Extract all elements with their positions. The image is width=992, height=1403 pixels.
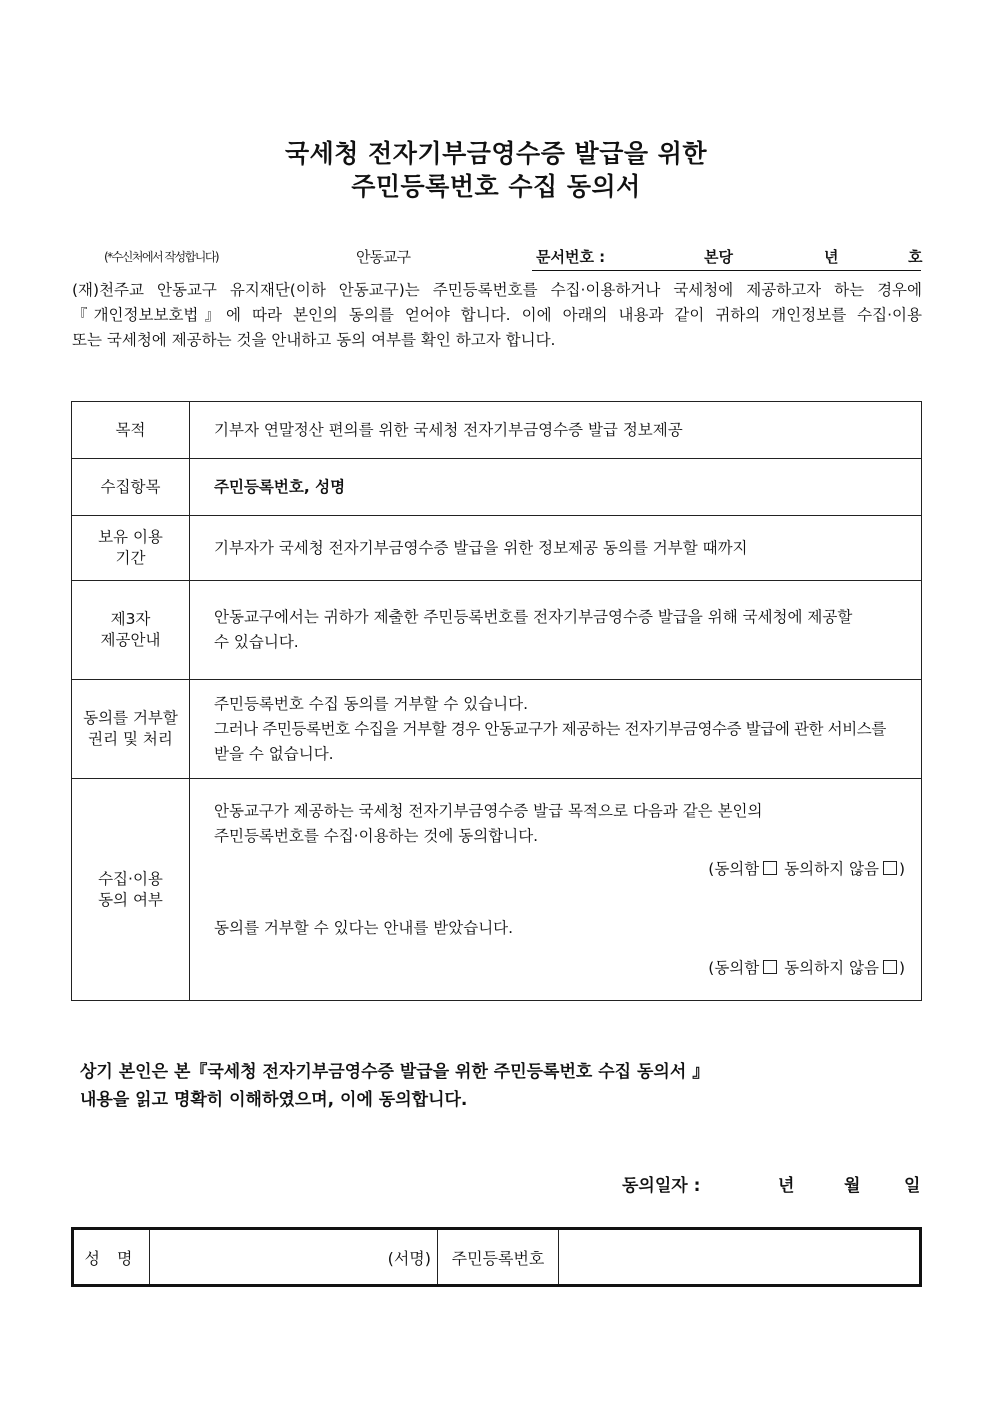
close-paren: ): [898, 859, 905, 878]
refuse-label-line: 권리 및 처리: [88, 730, 173, 748]
page-title-line2: 주민등록번호 수집 동의서: [351, 172, 641, 201]
third-label-line: 제3자: [110, 610, 151, 628]
agree-label: (동의함: [708, 958, 760, 977]
document-number-field[interactable]: [532, 246, 921, 271]
row-third-party: [72, 581, 922, 680]
consent-label-line: 수집·이용: [98, 869, 163, 888]
statement-line: 상기 본인은 본『국세청 전자기부금영수증 발급을 위한 주민등록번호 수집 동의서 』: [80, 1062, 710, 1082]
org-name: 안동교구: [356, 248, 410, 266]
name-label: 성 명: [73, 1229, 150, 1286]
retention-label: [72, 516, 190, 581]
refuse-value: [190, 680, 922, 779]
date-year[interactable]: 년: [778, 1176, 795, 1196]
refuse-label: [72, 680, 190, 779]
consent-text-line: 안동교구가 제공하는 국세청 전자기부금영수증 발급 목적으로 다음과 같은 본인의: [214, 801, 763, 820]
name-signature-field[interactable]: [150, 1229, 438, 1286]
disagree-checkbox[interactable]: [883, 861, 897, 875]
receiver-note: (*수신처에서 작성합니다): [104, 250, 219, 264]
consent-table: [71, 401, 922, 1001]
agree-checkbox[interactable]: [763, 960, 777, 974]
retention-label-line: 기간: [115, 549, 146, 567]
agreement-statement: [80, 1058, 709, 1114]
refuse-value-line: 그러나 주민등록번호 수집을 거부할 경우 안동교구가 제공하는 전자기부금영수증 발급에 관한 서비스를: [214, 719, 886, 738]
statement-line: 내용을 읽고 명확히 이해하였으며, 이에 동의합니다.: [80, 1090, 468, 1110]
close-paren: ): [898, 958, 905, 977]
date-month[interactable]: 월: [844, 1176, 861, 1196]
consent-label: [72, 779, 190, 1001]
intro-line: 또는 국세청에 제공하는 것을 안내하고 동의 여부를 확인 하고자 합니다.: [72, 331, 556, 349]
intro-line: 『개인정보보호법』에 따라 본인의 동의를 얻어야 합니다. 이에 아래의 내용과 같이 귀하의 개인정보를 수집·이용: [72, 306, 922, 324]
retention-value: 기부자가 국세청 전자기부금영수증 발급을 위한 정보제공 동의를 거부할 때까지: [190, 516, 922, 581]
consent-value: [190, 779, 922, 1001]
row-retention: [72, 516, 922, 581]
retention-label-line: 보유 이용: [98, 528, 163, 546]
id-number-label: 주민등록번호: [438, 1229, 559, 1286]
intro-paragraph: [72, 278, 922, 353]
third-label-line: 제공안내: [100, 631, 161, 649]
row-refuse-right: [72, 680, 922, 779]
purpose-value: 기부자 연말정산 편의를 위한 국세청 전자기부금영수증 발급 정보제공: [190, 402, 922, 459]
consent-choice-1: [214, 857, 913, 882]
refuse-label-line: 동의를 거부할: [83, 709, 178, 727]
doc-year: 년: [824, 248, 839, 266]
agree-label: (동의함: [708, 859, 760, 878]
doc-number-label: 문서번호 :: [536, 248, 606, 266]
purpose-label: 목적: [72, 402, 190, 459]
third-party-value: [190, 581, 922, 680]
consent-label-line: 동의 여부: [98, 890, 163, 909]
items-label: 수집항목: [72, 459, 190, 516]
refuse-value-line: 주민등록번호 수집 동의를 거부할 수 있습니다.: [214, 694, 529, 713]
items-value: 주민등록번호, 성명: [190, 459, 922, 516]
row-items: [72, 459, 922, 516]
consent-date-label: 동의일자 :: [622, 1176, 701, 1196]
agree-checkbox[interactable]: [763, 861, 777, 875]
date-day[interactable]: 일: [904, 1176, 921, 1196]
third-value-line: 안동교구에서는 귀하가 제출한 주민등록번호를 전자기부금영수증 발급을 위해 국세청에 제공할: [214, 608, 853, 626]
disagree-label: 동의하지 않음: [784, 958, 879, 977]
disagree-checkbox[interactable]: [883, 960, 897, 974]
third-party-label: [72, 581, 190, 680]
intro-line: (재)천주교 안동교구 유지재단(이하 안동교구)는 주민등록번호를 수집·이용하거나 국세청에 제공하고자 하는 경우에: [72, 281, 922, 299]
doc-ho: 호: [908, 248, 923, 266]
page-title-line1: 국세청 전자기부금영수증 발급을 위한: [284, 139, 707, 168]
refuse-value-line: 받을 수 없습니다.: [214, 744, 334, 763]
consent-choice-2: [214, 956, 913, 981]
id-number-field[interactable]: [559, 1229, 921, 1286]
row-consent: [72, 779, 922, 1001]
disagree-label: 동의하지 않음: [784, 859, 879, 878]
row-purpose: [72, 402, 922, 459]
signature-table: [71, 1227, 922, 1287]
third-value-line: 수 있습니다.: [214, 633, 299, 651]
signature-label: (서명): [387, 1248, 431, 1268]
consent-text-line: 동의를 거부할 수 있다는 안내를 받았습니다.: [214, 918, 514, 937]
consent-text-line: 주민등록번호를 수집·이용하는 것에 동의합니다.: [214, 826, 539, 845]
doc-bondang: 본당: [704, 248, 733, 266]
